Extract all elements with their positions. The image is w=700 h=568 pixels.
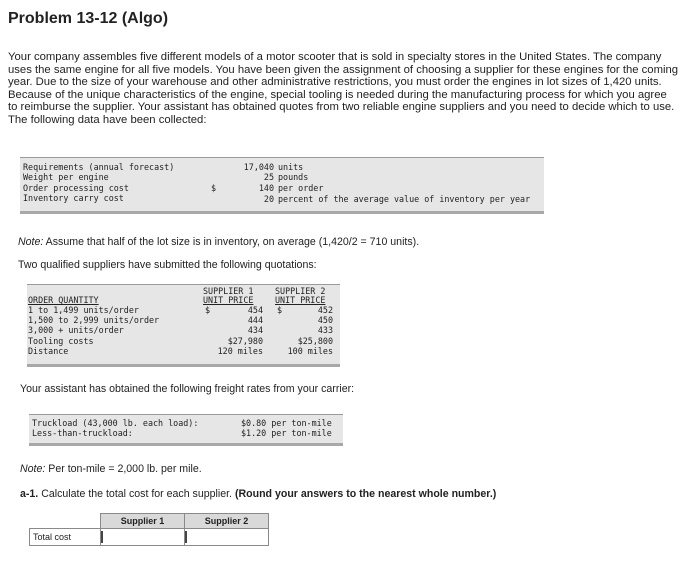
s1-tooling: $27,980 [227,336,263,346]
req-currency: $ [211,183,217,193]
question-a1 [20,488,496,500]
s2-price: 433 [317,325,333,335]
freight-rate: $1.20 per ton-mile [241,428,332,438]
supplier1-total-cost-cell [101,529,185,546]
req-label: Inventory carry cost [23,193,124,203]
quote-label: 1 to 1,499 units/order [28,305,139,315]
freight-intro: Your assistant has obtained the following freight rates from your carrier: [20,383,355,395]
s1-currency: $ [205,305,211,315]
s1-header: UNIT PRICE [203,295,254,305]
quote-label: Tooling costs [28,336,94,346]
question-text: Calculate the total cost for each supplier. [38,488,235,500]
s2-price: 450 [317,315,333,325]
quotations-table [27,284,340,367]
req-label: Order processing cost [23,183,129,193]
quotations-intro: Two qualified suppliers have submitted the following quotations: [18,259,317,271]
intro-line: uses the same engine for all five models. You have been given the assignment of choosing a supplier for these engines for the coming [8,63,679,76]
req-value: 25 [263,172,274,182]
empty-header-cell [30,514,101,529]
req-unit: per order [278,183,324,193]
s1-price: 454 [247,305,263,315]
freight-label: Less-than-truckload: [32,428,133,438]
intro-line: year. Due to the size of your warehouse and other administrative restrictions, you must order the engines in lot sizes of 1,420 units. [8,76,662,89]
req-label: Requirements (annual forecast) [23,162,175,172]
quote-label: 3,000 + units/order [28,325,124,335]
intro-line: Because of the unique characteristics of the engine, special tooling is needed during the manufacturing process for which you agree [8,88,667,101]
req-unit: pounds [278,172,309,182]
supplier1-header: Supplier 1 [101,514,185,529]
s1-distance: 120 miles [217,346,263,356]
total-cost-row [30,529,269,546]
s2-price: 452 [317,305,333,315]
input-cursor-mark [101,531,103,543]
supplier2-header: Supplier 2 [185,514,269,529]
freight-rate: $0.80 per ton-mile [241,418,332,428]
s2-header: SUPPLIER 2 [275,286,326,296]
req-value: 20 [263,194,274,204]
input-cursor-mark [185,531,187,543]
note-half-lot [18,236,419,248]
s1-header: SUPPLIER 1 [203,286,254,296]
quote-label: 1,500 to 2,999 units/order [28,315,160,325]
freight-label: Truckload (43,000 lb. each load): [32,418,199,428]
s1-price: 444 [247,315,263,325]
intro-line: Your company assembles five different models of a motor scooter that is sold in specialty stores in the United States. The company [8,51,662,63]
total-cost-label: Total cost [30,529,101,546]
freight-table [29,414,343,446]
supplier2-total-cost-cell [185,529,269,546]
req-value: 17,040 [243,162,274,172]
question-label: a-1. [20,488,39,500]
answer-table [29,513,269,546]
s2-distance: 100 miles [287,346,333,356]
s1-price: 434 [247,325,263,335]
intro-line: to reimburse the supplier. Your assistant has obtained quotes from two reliable engine suppliers and you need to decide which to use. [8,101,675,114]
quote-label: Distance [28,346,69,356]
supplier2-total-cost-input[interactable] [185,529,268,545]
req-value: 140 [258,183,274,193]
order-qty-header: ORDER QUANTITY [28,295,99,305]
intro-line: The following data have been collected: [8,113,207,126]
requirements-table [20,157,544,214]
problem-title: Problem 13-12 (Algo) [8,10,169,27]
problem-intro [8,51,696,127]
note-text: Per ton-mile = 2,000 lb. per mile. [45,463,202,475]
req-unit: percent of the average value of inventory per year [278,194,531,204]
question-instruction: (Round your answers to the nearest whole number.) [234,488,497,500]
supplier1-total-cost-input[interactable] [101,529,184,545]
note-text: Assume that half of the lot size is in inventory, on average (1,420/2 = 710 units). [43,236,420,248]
note-prefix: Note: [20,463,46,475]
s2-header: UNIT PRICE [275,295,326,305]
note-ton-mile [20,463,202,475]
note-prefix: Note: [18,236,44,248]
req-label: Weight per engine [23,172,109,182]
s2-currency: $ [277,305,283,315]
req-unit: units [278,162,304,172]
answer-header-row [30,514,269,529]
s2-tooling: $25,800 [297,336,333,346]
